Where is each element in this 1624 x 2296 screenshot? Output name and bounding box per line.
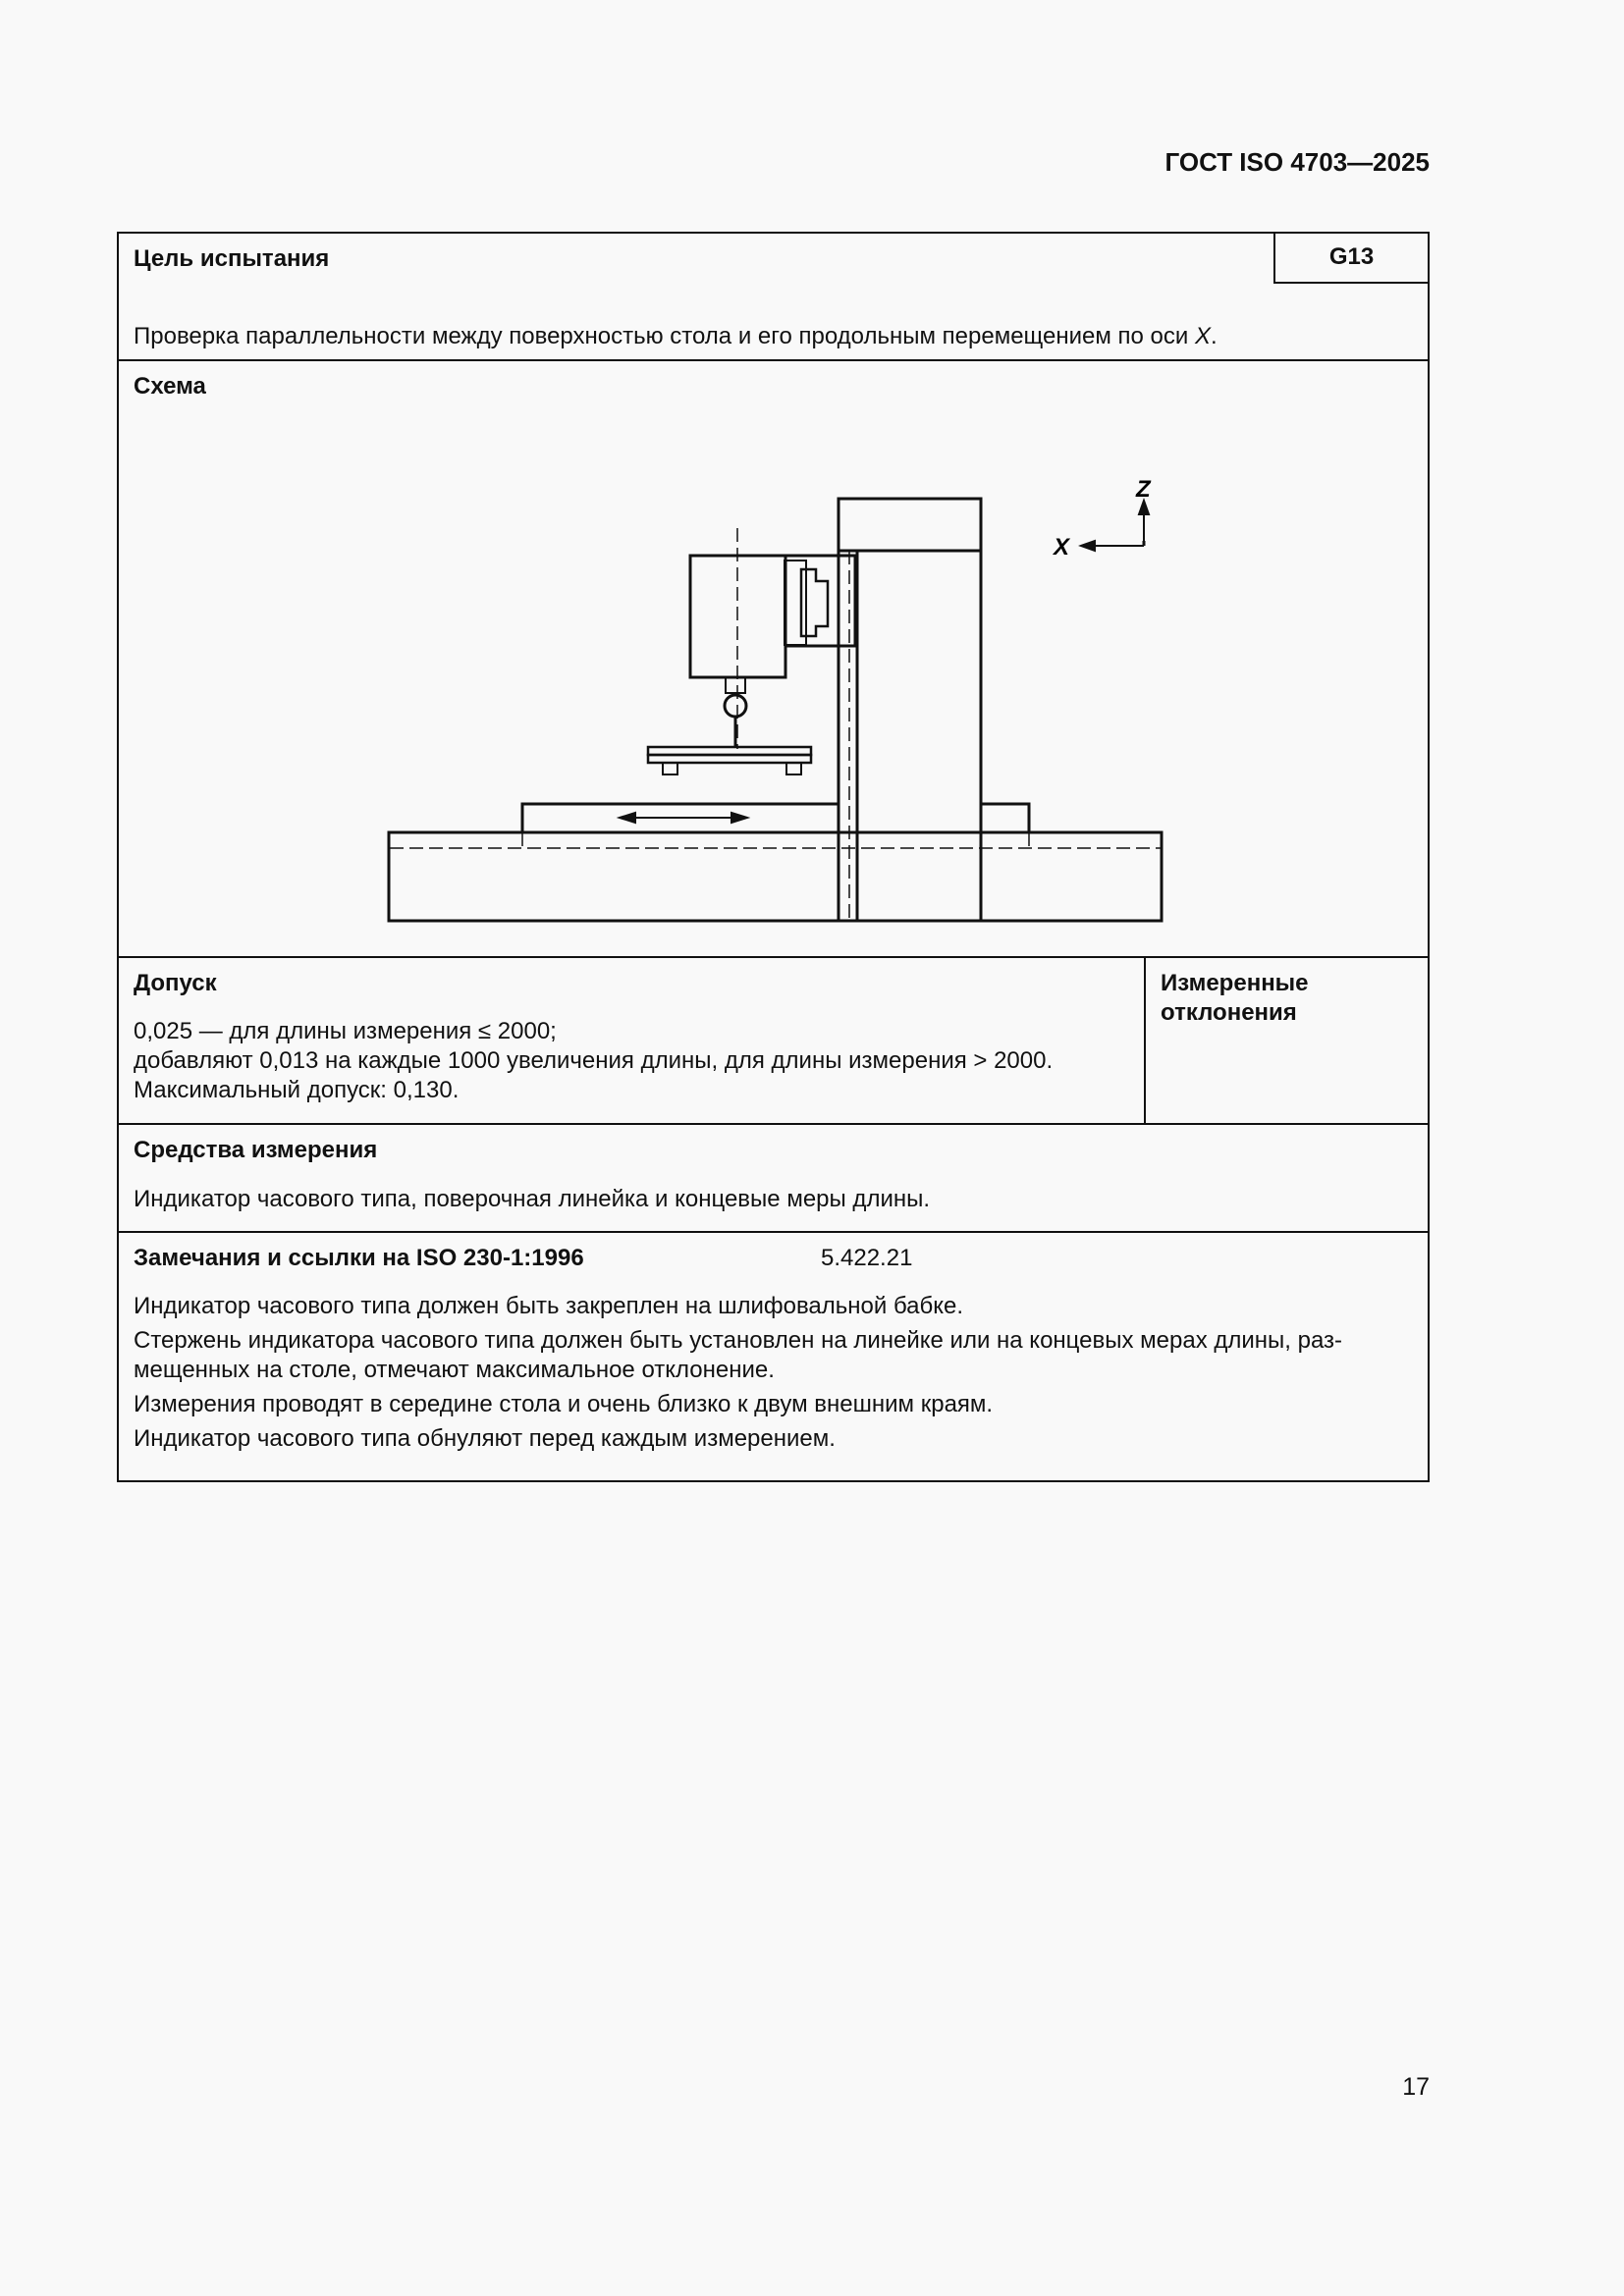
instruments-section (119, 1125, 1428, 1233)
remarks-section (119, 1233, 1428, 1480)
tolerance-label: Допуск (134, 970, 217, 996)
objective-axis: X (1194, 323, 1211, 349)
remarks-paragraph-3: Измерения проводят в середине стола и очень близко к двум внешним краям. (134, 1391, 994, 1417)
objective-text-end: . (1211, 323, 1218, 349)
test-form-table (117, 232, 1430, 1482)
axis-x-label: X (1054, 534, 1070, 561)
measured-label-2: отклонения (1161, 999, 1297, 1026)
test-code-box: G13 (1273, 234, 1428, 284)
measured-label-1: Измеренные (1161, 970, 1309, 996)
remarks-paragraph-2b: мещенных на столе, отмечают максимальное отклонение. (134, 1357, 775, 1383)
dial-indicator (725, 695, 746, 717)
tolerance-section (119, 958, 1428, 1125)
objective-text-main: Проверка параллельности между поверхностью стола и его продольным перемещением по оси (134, 323, 1195, 349)
machine-schematic (119, 361, 1428, 956)
objective-section (119, 234, 1428, 361)
measured-deviations-cell (1146, 958, 1428, 1123)
remarks-paragraph-2a: Стержень индикатора часового типа должен быть установлен на линейке или на концевых мерах длины, раз- (134, 1327, 1343, 1354)
document-code: ГОСТ ISO 4703—2025 (1164, 147, 1430, 177)
diagram-section (119, 361, 1428, 958)
tolerance-line-1: 0,025 — для длины измерения ≤ 2000; (134, 1018, 557, 1044)
remarks-reference: 5.422.21 (821, 1245, 913, 1271)
machine-column (839, 499, 981, 921)
instruments-text: Индикатор часового типа, поверочная линейка и концевые меры длины. (134, 1186, 931, 1212)
machine-base (389, 832, 1162, 921)
page-number: 17 (1402, 2073, 1430, 2101)
objective-text (134, 322, 1218, 351)
diagram-label: Схема (134, 373, 206, 400)
remarks-paragraph-4: Индикатор часового типа обнуляют перед каждым измерением. (134, 1425, 836, 1452)
tolerance-cell (119, 958, 1146, 1123)
axis-z-label: Z (1136, 476, 1151, 503)
remarks-label: Замечания и ссылки на ISO 230-1:1996 (134, 1245, 584, 1271)
tolerance-line-3: Максимальный допуск: 0,130. (134, 1077, 460, 1103)
instruments-label: Средства измерения (134, 1137, 378, 1163)
objective-label: Цель испытания (134, 245, 330, 272)
remarks-paragraph-1: Индикатор часового типа должен быть закреплен на шлифовальной бабке. (134, 1293, 964, 1319)
tolerance-line-2: добавляют 0,013 на каждые 1000 увеличения длины, для длины измерения > 2000. (134, 1047, 1054, 1074)
